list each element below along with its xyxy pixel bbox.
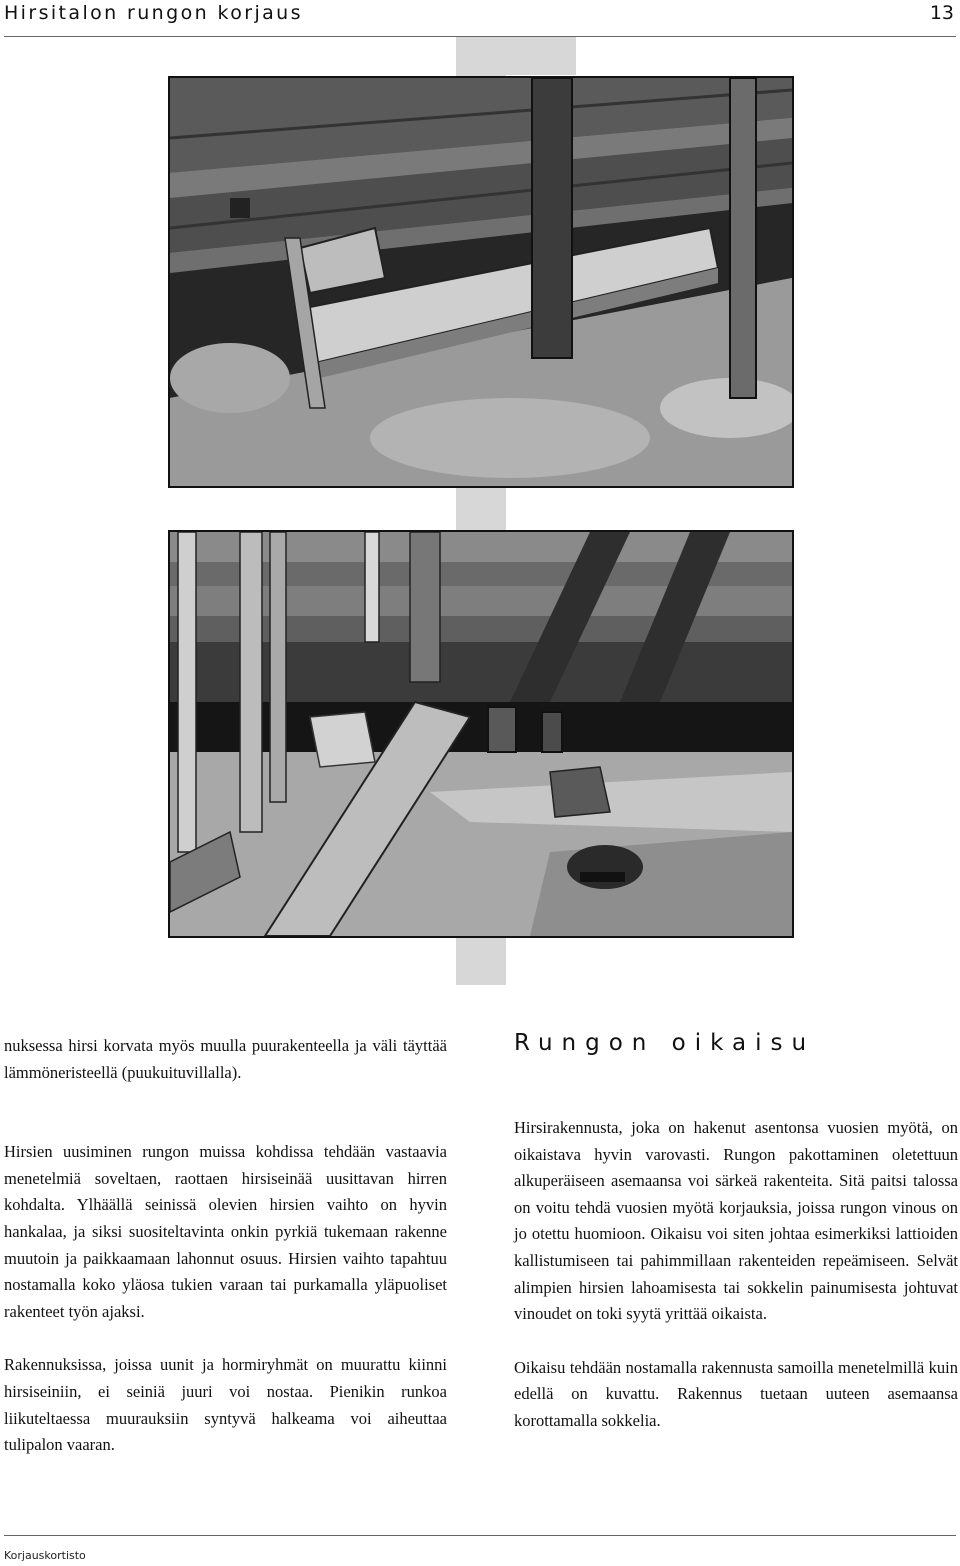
paragraph: Rakennuksissa, joissa uunit ja hormiryhmät on muurattu kiinni hirsiseiniin, ei seiniä juuri voi nostaa. Pienikin runkoa liikuteltaessa muurauksiin syntyvä halkeama voi aiheuttaa tulipalon vaaran. — [4, 1355, 447, 1455]
footer-divider — [4, 1535, 956, 1536]
paragraph: Hirsien uusiminen rungon muissa kohdissa tehdään vastaavia menetelmiä soveltaen, raottaen hirsiseinää uusittavan hirren kohdalta. Ylhäällä seinissä olevien hirsien vaihto on hyvin hankalaa, ja siksi suositeltavinta onkin pyrkiä tukemaan rakenne muutoin ja paikkaamaan lahonnut osuus. Hirsien vaihto tapahtuu nostamalla koko yläosa tukien varaan tai purkamalla yläpuoliset rakenteet työn ajaksi. — [4, 1142, 447, 1321]
paragraph: Oikaisu tehdään nostamalla rakennusta samoilla menetelmillä kuin edellä on kuvattu. Rakennus tuetaan uuteen asemaansa korottamalla sokkelia. — [514, 1357, 958, 1430]
page-number: 13 — [929, 2, 954, 24]
decorative-grey-block — [506, 37, 576, 75]
page-header-title: Hirsitalon rungon korjaus — [4, 2, 303, 24]
photo-top — [168, 76, 794, 488]
section-heading: Rungon oikaisu — [514, 1030, 816, 1056]
paragraph: Hirsirakennusta, joka on hakenut asentonsa vuosien myötä, on oikaistava hyvin varovasti. Rungon pakottaminen oletettuun alkuperäiseen asemaansa voi särkeä rakenteita. Sitä paitsi talossa on voitu tehdä vuosien myötä korjauksia, joissa rungon vinous on jo otettu huomioon. Oikaisu voi siten johtaa esimerkiksi lattioiden kallistumiseen tai pahimmillaan rakenteiden repeämiseen. Selvät alimpien hirsien lahoamisesta tai sokkelin painumisesta johtuvat vinoudet on toki syytä yrittää oikaista. — [514, 1118, 958, 1324]
photo-log-wall-support-icon — [170, 78, 792, 486]
left-text-column — [4, 1033, 447, 1459]
photo-bottom — [168, 530, 794, 938]
right-text-column — [514, 1115, 958, 1435]
paragraph: nuksessa hirsi korvata myös muulla puurakenteella ja väli täyttää lämmöneristeellä (puukuituvillalla). — [4, 1036, 447, 1082]
photo-raised-log-wall-jacks-icon — [170, 532, 792, 936]
footer-text: Korjauskortisto — [4, 1549, 86, 1562]
